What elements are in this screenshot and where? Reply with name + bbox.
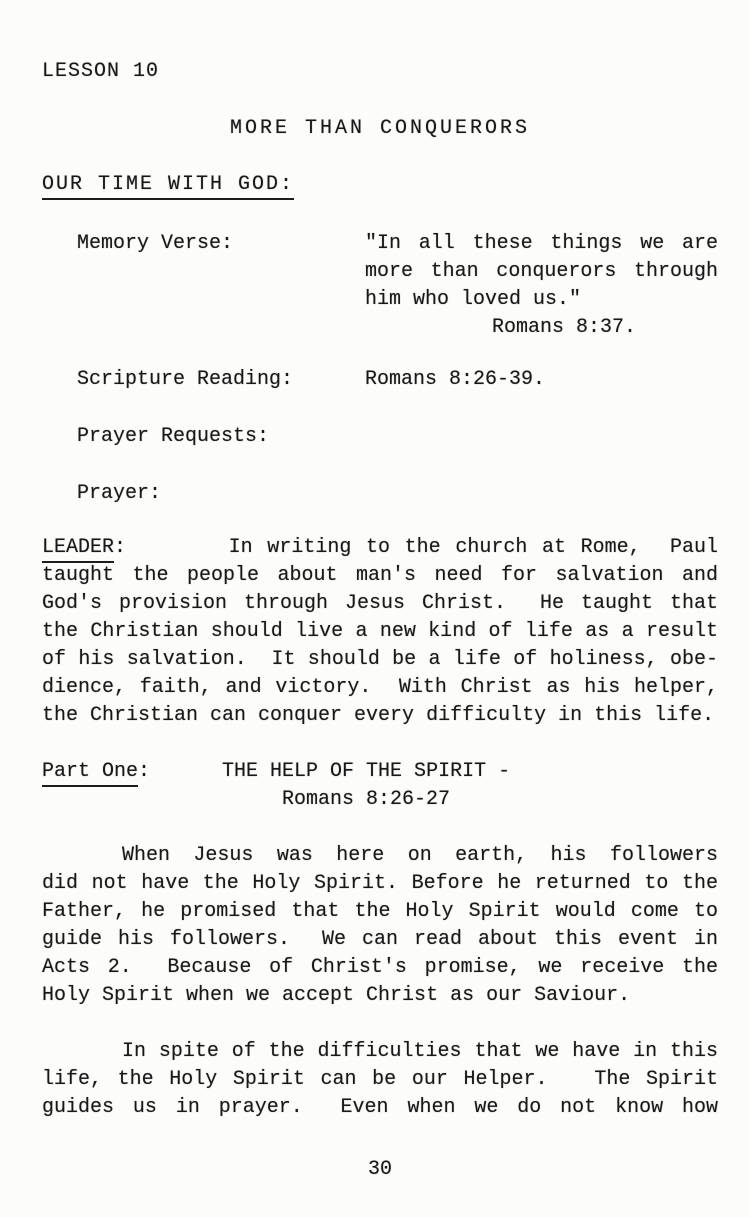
paragraph-line: Acts 2. Because of Christ's promise, we receive the (42, 956, 718, 979)
memory-verse-row (42, 230, 718, 342)
part-one-reference: Romans 8:26-27 (282, 788, 451, 811)
memory-verse-label: Memory Verse: (77, 232, 234, 255)
leader-label: LEADER (42, 536, 114, 563)
page-title: MORE THAN CONQUERORS (229, 117, 531, 140)
leader-paragraph-line: taught the people about man's need for salvation and (42, 564, 718, 587)
leader-paragraph-line: God's provision through Jesus Christ. He taught that (42, 592, 718, 615)
leader-paragraph-line: the Christian should live a new kind of life as a result (42, 620, 718, 643)
part-one-heading-line (42, 758, 718, 786)
paragraph-line: Holy Spirit when we accept Christ as our Saviour. (42, 984, 631, 1007)
verse-line: "In all these things we are (365, 232, 718, 255)
part-one-heading (42, 758, 718, 814)
scripture-reading-label: Scripture Reading: (77, 368, 294, 391)
prayer-requests-row (42, 423, 718, 451)
leader-paragraph-line: dience, faith, and victory. With Christ as his helper, (42, 676, 718, 699)
part-one-label: Part One (42, 760, 138, 787)
lesson-label: LESSON 10 (42, 60, 160, 83)
paragraph-line: In spite of the difficulties that we have in this (122, 1040, 718, 1063)
prayer-requests-label: Prayer Requests: (77, 425, 270, 448)
leader-paragraph-line: the Christian can conquer every difficulty in this life. (42, 704, 715, 727)
scripture-reading-value: Romans 8:26-39. (365, 368, 546, 391)
leader-paragraph (42, 534, 718, 730)
leader-paragraph-line (42, 534, 718, 562)
part-one-paragraph-2 (42, 1038, 718, 1122)
memory-verse-text (365, 230, 718, 342)
verse-line: more than conquerors through (365, 260, 718, 283)
page-number: 30 (367, 1158, 392, 1181)
leader-line-rest: : In writing to the church at Rome, Paul (114, 536, 718, 559)
prayer-row (42, 480, 718, 508)
part-one-paragraph-1 (42, 842, 718, 1010)
paragraph-line: guide his followers. We can read about this event in (42, 928, 718, 951)
section-heading (42, 171, 718, 199)
prayer-label: Prayer: (77, 482, 162, 505)
leader-paragraph-line: of his salvation. It should be a life of holiness, obe- (42, 648, 718, 671)
paragraph-line: guides us in prayer. Even when we do not know how (42, 1096, 718, 1119)
paragraph-line: life, the Holy Spirit can be our Helper. The Spirit (42, 1068, 718, 1091)
scripture-reading-row (42, 366, 718, 394)
part-one-heading-text: : THE HELP OF THE SPIRIT - (138, 760, 511, 783)
verse-reference: Romans 8:37. (492, 316, 637, 339)
paragraph-line: Father, he promised that the Holy Spirit would come to (42, 900, 718, 923)
verse-line: him who loved us." (365, 288, 582, 311)
section-heading-text: OUR TIME WITH GOD: (42, 173, 294, 200)
paragraph-line: When Jesus was here on earth, his followers (122, 844, 718, 867)
paragraph-line: did not have the Holy Spirit. Before he returned to the (42, 872, 718, 895)
